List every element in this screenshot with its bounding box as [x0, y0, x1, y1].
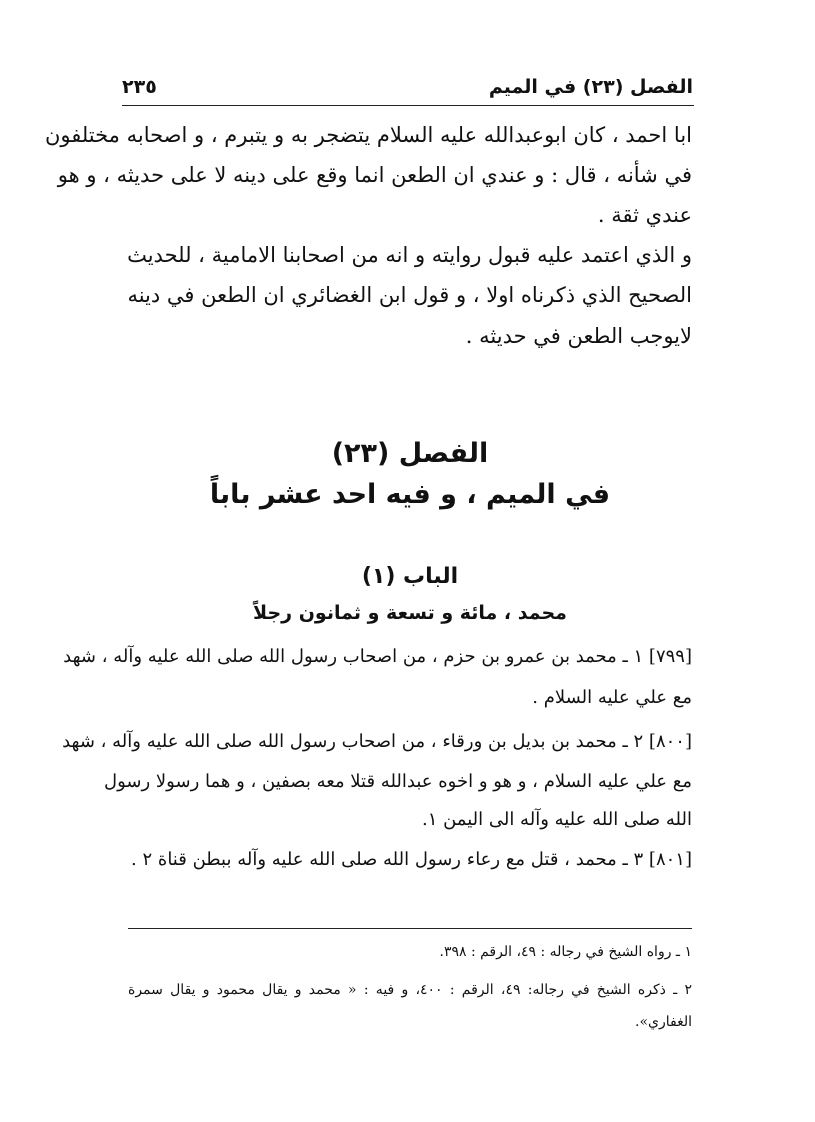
- page-number: ٢٣٥: [122, 76, 157, 98]
- intro-line-2: في شأنه ، قال : و عندي ان الطعن انما وقع على دينه لا على حديثه ، و هو: [57, 163, 692, 187]
- header-rule: [122, 105, 694, 106]
- entry-799-line-1: [٧٩٩] ١ ـ محمد بن عمرو بن حزم ، من اصحاب رسول الله صلى الله عليه وآله ، شهد: [63, 646, 692, 667]
- entry-799-line-2: مع علي عليه السلام .: [532, 687, 692, 708]
- running-title: الفصل (٢٣) في الميم: [488, 76, 693, 98]
- intro-line-1: ابا احمد ، كان ابوعبدالله عليه السلام يتضجر به و يتبرم ، و اصحابه مختلفون: [44, 123, 692, 147]
- entry-801-line-1: [٨٠١] ٣ ـ محمد ، قتل مع رعاء رسول الله صلى الله عليه وآله ببطن قناة ٢ .: [131, 849, 692, 870]
- intro-line-6: لايوجب الطعن في حديثه .: [465, 324, 692, 348]
- footnote-2-line-2: الغفاري».: [635, 1014, 692, 1030]
- entry-800-line-2: مع علي عليه السلام ، و هو و اخوه عبدالله قتلا معه بصفين ، و هما رسولا رسول: [104, 771, 692, 792]
- footnote-2-line-1: ٢ ـ ذكره الشيخ في رجاله: ٤٩، الرقم : ٤٠٠، و فيه : « محمد و يقال محمود و يقال سمرة: [128, 982, 693, 998]
- section-title: الباب (١): [361, 564, 459, 589]
- footnote-rule: [128, 928, 692, 929]
- intro-line-3: عندي ثقة .: [597, 203, 692, 227]
- footnote-1: ١ ـ رواه الشيخ في رجاله : ٤٩، الرقم : ٣٩٨.: [439, 944, 692, 960]
- intro-line-4: و الذي اعتمد عليه قبول روايته و انه من اصحابنا الامامية ، للحديث: [127, 243, 692, 267]
- entry-800-line-1: [٨٠٠] ٢ ـ محمد بن بديل بن ورقاء ، من اصحاب رسول الله صلى الله عليه وآله ، شهد: [62, 731, 692, 752]
- section-subtitle: محمد ، مائة و تسعة و ثمانون رجلاً: [253, 602, 567, 624]
- intro-line-5: الصحيح الذي ذكرناه اولا ، و قول ابن الغضائري ان الطعن في دينه: [127, 283, 692, 307]
- entry-800-line-3: الله صلى الله عليه وآله الى اليمن ١.: [421, 809, 692, 830]
- chapter-subtitle: في الميم ، و فيه احد عشر باباً: [209, 479, 611, 510]
- chapter-title: الفصل (٢٣): [331, 438, 489, 469]
